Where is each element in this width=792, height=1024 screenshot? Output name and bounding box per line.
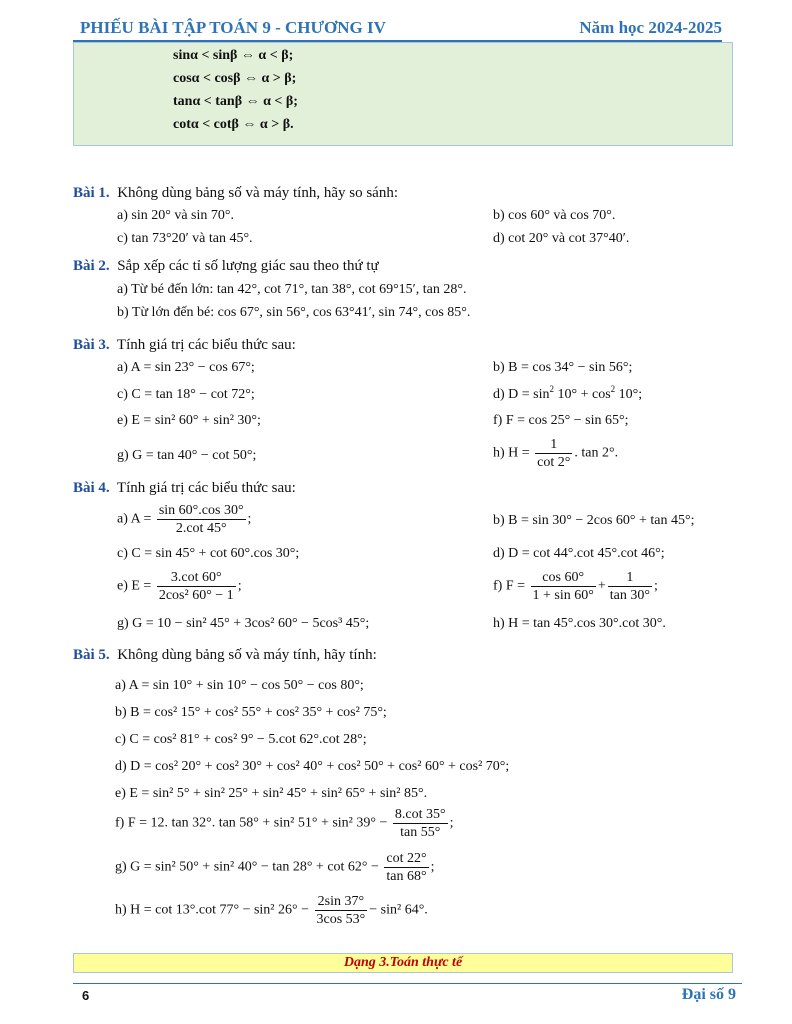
exercise-1-title — [73, 185, 398, 202]
exercise-4g: g) G = 10 − sin² 45° + 3cos² 60° − 5cos³ 45°; — [117, 616, 370, 631]
exercise-3-title — [73, 337, 296, 354]
fraction-numerator: 1 — [535, 436, 572, 454]
exercise-4a-fraction — [157, 502, 246, 537]
exercise-4f-lead: f) F = — [493, 578, 526, 594]
exercise-2a: a) Từ bé đến lớn: tan 42°, cot 71°, tan 38°, cot 69°15′, tan 28°. — [117, 282, 467, 297]
exercise-5g-fraction — [384, 850, 428, 885]
exercise-5f: f) F = 12. tan 32°. tan 58° + sin² 51° + sin² 39° − $\frac{8.\cot 35^\circ}{\tan 55^\circ}$ ; — [115, 807, 454, 840]
exercise-5h-end: − sin² 64°. — [369, 902, 428, 918]
exercise-2b: b) Từ lớn đến bé: cos 67°, sin 56°, cos 63°41′, sin 74°, cos 85°. — [117, 305, 471, 320]
exercise-1c: c) tan 73°20′ và tan 45°. — [117, 231, 253, 246]
fraction-denominator: 2cos² 60° − 1 — [158, 588, 234, 603]
header-title: PHIẾU BÀI TẬP TOÁN 9 - CHƯƠNG IV — [80, 18, 386, 37]
exercise-4e: e) E = $\frac{3.\cot 60^\circ}{\text{2cos² 60° − 1}}$ ; — [117, 570, 242, 603]
exercise-1a: a) sin 20° và sin 70°. — [117, 208, 234, 223]
fraction-numerator: 1 — [608, 569, 652, 587]
theory-line-tan: tanα < tanβ ⇔ α < β; — [173, 94, 298, 109]
exercise-3b: b) B = cos 34° − sin 56°; — [493, 360, 633, 375]
exercise-3c: c) C = tan 18° − cot 72°; — [117, 387, 255, 402]
page-number: 6 — [82, 988, 90, 1003]
fraction-denominator: tan 68° — [386, 869, 427, 884]
exercise-1d: d) cot 20° và cot 37°40′. — [493, 231, 630, 246]
fraction-numerator: cot 22° — [386, 851, 427, 866]
theory-box — [73, 42, 733, 146]
exercise-5f-lead: f) F = 12. tan 32°. tan 58° + sin² 51° + sin² 39° − — [115, 815, 388, 831]
exercise-4b: b) B = sin 30° − 2cos 60° + tan 45°; — [493, 513, 695, 528]
exercise-3d: d) $D = \sin^2 10^\circ + \cos^2 10^\circ$; — [493, 384, 643, 402]
school-year: Năm học 2024-2025 — [579, 18, 722, 37]
exercise-3h-lead: h) H = — [493, 445, 530, 461]
exercise-5h — [115, 893, 428, 928]
theory-line-sin: sinα < sinβ ⇔ α < β; — [173, 48, 294, 63]
exercise-5e: e) E = sin² 5° + sin² 25° + sin² 45° + sin² 65° + sin² 85°. — [115, 786, 428, 801]
exercise-5b: b) B = cos² 15° + cos² 55° + cos² 35° + cos² 75°; — [115, 705, 387, 720]
exercise-1-label: Bài 1. — [73, 185, 110, 201]
exercise-2-text: Sắp xếp các tỉ số lượng giác sau theo thứ tự — [117, 258, 379, 274]
exercise-3-label: Bài 3. — [73, 337, 110, 353]
exercise-4a-lead: a) A = — [117, 511, 152, 527]
exercise-5d: d) D = cos² 20° + cos² 30° + cos² 40° + cos² 50° + cos² 60° + cos² 70°; — [115, 759, 510, 774]
fraction-numerator: 8.cot 35° — [394, 807, 446, 822]
exercise-4f: f) F = $\frac{\cos 60^\circ}{1 + \sin 60^\circ}$ + $\frac{1}{\tan 30^\circ}$ ; — [493, 570, 658, 603]
exercise-1-text: Không dùng bảng số và máy tính, hãy so sánh: — [117, 185, 398, 201]
exercise-4d: d) D = cot 44°.cot 45°.cot 46°; — [493, 546, 665, 561]
fraction-numerator: sin 60°.cos 30° — [158, 503, 244, 518]
exercise-3h-end: . tan 2°. — [574, 445, 619, 461]
theory-line-cos: cosα < cosβ ⇔ α > β; — [173, 71, 297, 86]
exercise-5f-fraction — [393, 806, 448, 841]
footer-subject: Đại số 9 — [681, 986, 736, 1003]
exercise-5h-fraction — [315, 893, 368, 928]
footer-divider — [73, 983, 742, 984]
exercise-3a: a) A = sin 23° − cos 67°; — [117, 360, 255, 375]
fraction-denominator: cot 2° — [537, 455, 571, 470]
fraction-numerator: 3.cot 60° — [157, 569, 236, 587]
fraction-denominator: 1 + sin 60° — [532, 588, 594, 603]
exercise-3d-rest: 10° + cos — [554, 387, 611, 402]
exercise-4h: h) H = tan 45°.cos 30°.cot 30°. — [493, 616, 666, 631]
exercise-4-title — [73, 480, 296, 497]
exercise-4-label: Bài 4. — [73, 480, 110, 496]
exercise-3d-lead: d) D = sin — [493, 387, 550, 402]
exercise-3e: e) E = sin² 60° + sin² 30°; — [117, 413, 261, 428]
theory-line-cot: cotα < cotβ ⇔ α > β. — [173, 117, 294, 132]
exercise-4a: a) A = $\frac{\sin 60^\circ.\cos 30^\circ}{2.\cot 45^\circ}$ ; — [117, 503, 252, 536]
fraction-numerator: 2sin 37° — [315, 893, 368, 911]
exercise-5a: a) A = sin 10° + sin 10° − cos 50° − cos 80°; — [115, 678, 364, 693]
exercise-3d-end: 10°; — [615, 387, 643, 402]
fraction-denominator: 2.cot 45° — [175, 521, 227, 536]
exercise-2-label: Bài 2. — [73, 258, 110, 274]
exercise-5-title — [73, 647, 377, 664]
fraction-numerator: cos 60° — [531, 569, 596, 587]
exercise-3h-fraction — [535, 436, 572, 471]
exercise-4c: c) C = sin 45° + cot 60°.cos 30°; — [117, 546, 300, 561]
exercise-2-title — [73, 258, 379, 275]
exercise-4f-fraction-2 — [608, 569, 652, 604]
exercise-3-text: Tính giá trị các biểu thức sau: — [116, 337, 296, 353]
exercise-3h — [493, 436, 618, 471]
exercise-5-label: Bài 5. — [73, 647, 110, 663]
exercise-5c: c) C = cos² 81° + cos² 9° − 5.cot 62°.cot 28°; — [115, 732, 367, 747]
exercise-1b: b) cos 60° và cos 70°. — [493, 208, 616, 223]
fraction-denominator: tan 55° — [400, 825, 441, 840]
fraction-denominator: tan 30° — [609, 588, 650, 603]
exercise-4-text: Tính giá trị các biểu thức sau: — [116, 480, 296, 496]
exercise-5-text: Không dùng bảng số và máy tính, hãy tính: — [117, 647, 377, 663]
exercise-5h-lead: h) H = cot 13°.cot 77° − sin² 26° − — [115, 902, 309, 918]
exercise-5g-lead: g) G = sin² 50° + sin² 40° − tan 28° + cot 62° − — [115, 859, 379, 875]
exercise-3f: f) F = cos 25° − sin 65°; — [493, 413, 629, 428]
exercise-4e-lead: e) E = — [117, 578, 152, 594]
fraction-denominator: 3cos 53° — [316, 912, 366, 927]
exercise-4e-fraction — [157, 569, 236, 604]
exercise-3g: g) G = tan 40° − cot 50°; — [117, 448, 257, 463]
exercise-4f-fraction-1 — [531, 569, 596, 604]
exercise-5g: g) G = sin² 50° + sin² 40° − tan 28° + cot 62° − $\frac{\cot 22^\circ}{\tan 68^\circ}$ ; — [115, 851, 435, 884]
section-heading-bar: Dạng 3.Toán thực tế — [73, 953, 733, 973]
